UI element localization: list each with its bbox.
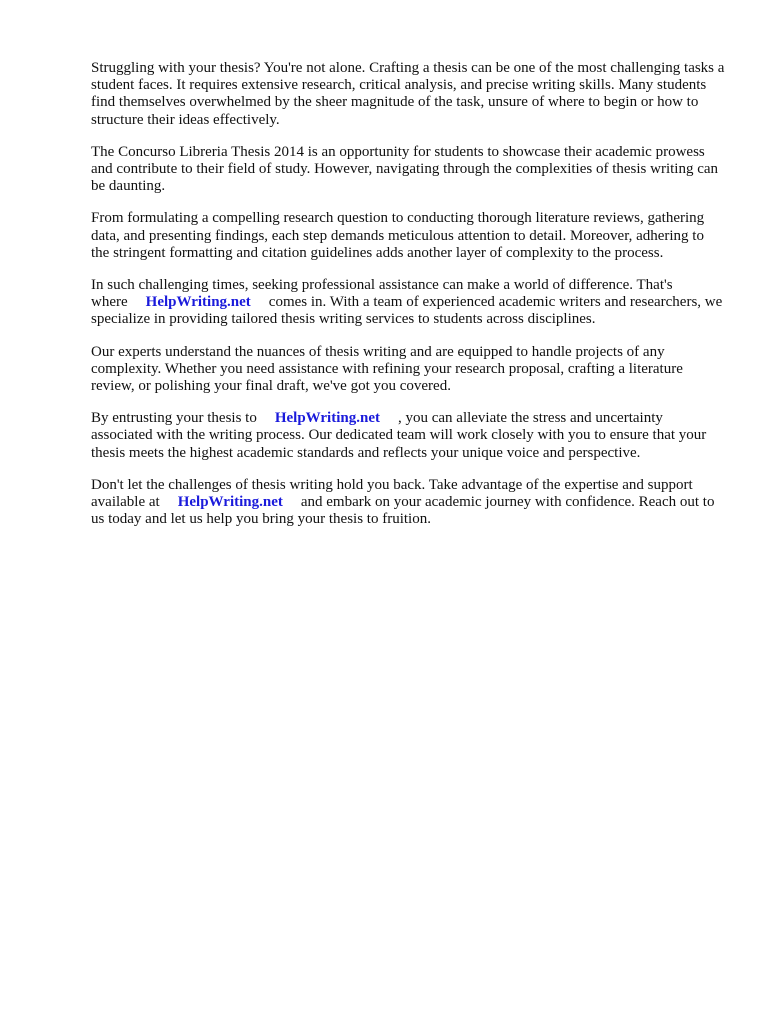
paragraph-concurso: The Concurso Libreria Thesis 2014 is an opportunity for students to showcase their academic prowess and contribute to their field of study. However, navigating through the complexities of thesis writing can be daunting. xyxy=(91,143,722,195)
paragraph-closing xyxy=(91,477,725,529)
helpwriting-link[interactable]: HelpWriting.net xyxy=(274,410,380,427)
paragraph-experts: Our experts understand the nuances of thesis writing and are equipped to handle projects of any complexity. Whether you need assistance with refining your research proposal, crafting a literature review, or polishing your final draft, we've got you covered. xyxy=(91,343,687,395)
helpwriting-link[interactable]: HelpWriting.net xyxy=(145,294,251,311)
paragraph-text-after-link: comes in. With a team of experienced academic writers and researchers, we specialize in providing tailored thesis writing services to students across disciplines. xyxy=(91,294,727,328)
paragraph-text-before-link: Don't let the challenges of thesis writing hold you back. Take advantage of the expertise and support available at xyxy=(91,476,697,511)
helpwriting-link[interactable]: HelpWriting.net xyxy=(177,494,283,511)
paragraph-intro: Struggling with your thesis? You're not alone. Crafting a thesis can be one of the most challenging tasks a student faces. It requires extensive research, critical analysis, and precise writing skills. Many students find themselves overwhelmed by the sheer magnitude of the task, unsure of where to begin or how to structure their ideas effectively. xyxy=(91,60,729,128)
paragraph-text-before-link: In such challenging times, seeking professional assistance can make a world of difference. That's where xyxy=(91,277,677,311)
paragraph-text-after-link: and embark on your academic journey with confidence. Reach out to us today and let us help you bring your thesis to fruition. xyxy=(91,494,719,528)
document-page xyxy=(91,60,729,543)
paragraph-process: From formulating a compelling research question to conducting thorough literature reviews, gathering data, and presenting findings, each step demands meticulous attention to detail. Moreover, adhering to the stringent formatting and citation guidelines adds another layer of complexity to the process. xyxy=(91,210,708,261)
paragraph-text-after-link: , you can alleviate the stress and uncertainty associated with the writing process. Our dedicated team will work closely with you to ensure that your thesis meets the highest academic standards and reflects your unique voice and perspective. xyxy=(91,410,711,461)
paragraph-entrusting xyxy=(91,410,725,462)
paragraph-text-before-link: By entrusting your thesis to xyxy=(91,410,257,427)
paragraph-assistance xyxy=(91,277,725,329)
